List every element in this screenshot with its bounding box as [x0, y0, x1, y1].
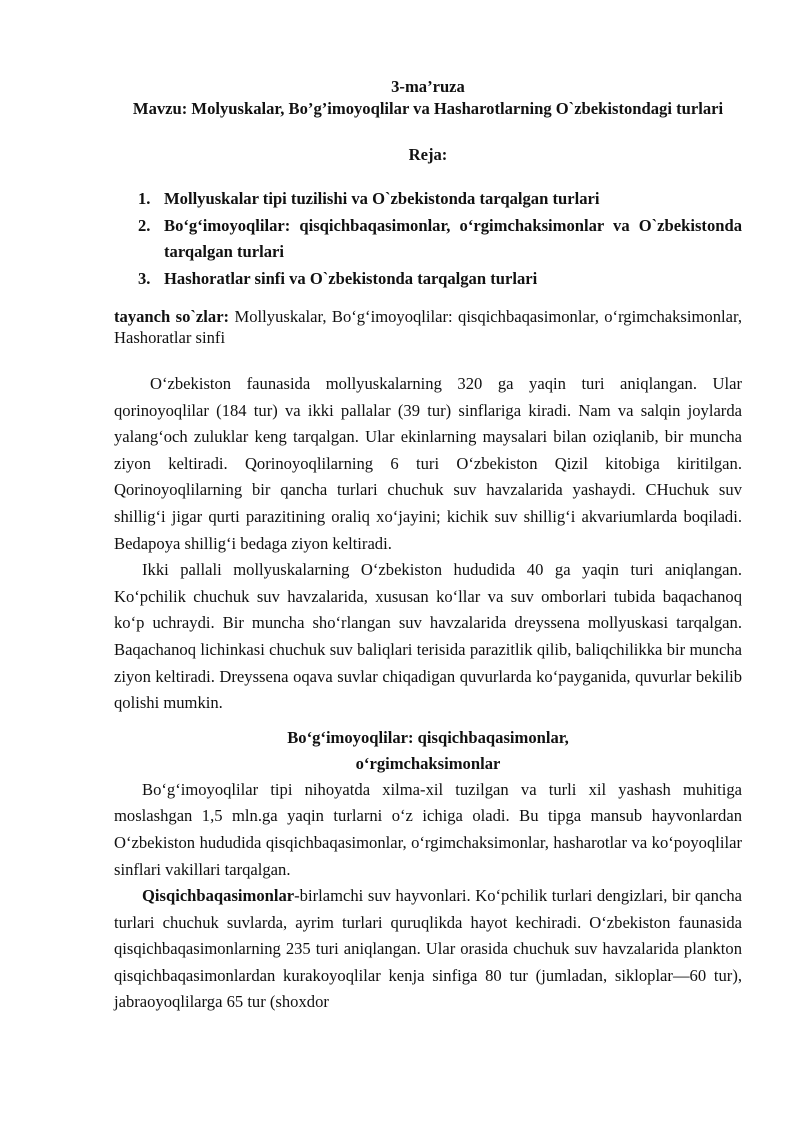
- paragraph-crustaceans: [114, 883, 742, 1016]
- plan-list: [114, 186, 742, 292]
- paragraph-arthropods: Bo‘g‘imoyoqlilar tipi nihoyatda xilma-xil tuzilgan va turli xil yashash muhitiga moslashgan 1,5 mln.ga yaqin turlarni o‘z ichiga oladi. Bu tipga mansub hayvonlardan O‘zbekiston hududida qisqichbaqasimonlar, o‘rgimchaksimonlar, hasharotlar va ko‘poyoqlilar sinflari vakillari tarqalgan.: [114, 779, 742, 879]
- plan-heading: Reja:: [408, 145, 448, 164]
- plan-item-text: Mollyuskalar tipi tuzilishi va O`zbekistonda tarqalgan turlari: [164, 189, 600, 208]
- plan-item-text: Bo‘g‘imoyoqlilar: qisqichbaqasimonlar, o‘rgimchaksimonlar va O`zbekistonda tarqalgan turlari: [164, 215, 742, 261]
- crustaceans-term: Qisqichbaqasimonlar: [142, 886, 295, 906]
- paragraph-bivalves: Ikki pallali mollyuskalarning O‘zbekiston hududida 40 ga yaqin turi aniqlangan. Ko‘pchilik chuchuk suv havzalarida, xususan ko‘llar va suv omborlari tubida baqachanoq ko‘p uchraydi. Bir muncha sho‘rlangan suv havzalarida dreyssena mollyuskasi tarqalgan. Baqachanoq lichinkasi chuchuk suv baliqlari terisida parazitlik qilib, baliqchilikka bir muncha ziyon keltiradi. Dreyssena oqava suvlar chiqadigan quvurlarda ko‘payganida, quvurlar bekilib qolishi mumkin.: [114, 560, 742, 713]
- paragraph-molluscs: O‘zbekiston faunasida mollyuskalarning 320 ga yaqin turi aniqlangan. Ular qorinoyoqlilar (184 tur) va ikki pallalar (39 tur) sinflariga kiradi. Nam va salqin joylarda yalang‘och zuluklar keng tarqalgan. Ular ekinlarning maysalari bilan oziqlanib, bir muncha ziyon keltiradi. Qorinoyoqlilarning 6 turi O‘zbekiston Qizil kitobiga kiritilgan. Qorinoyoqlilarning bir qancha turlari chuchuk suv havzalarida yashaydi. CHuchuk suv shillig‘i jigar qurti parazitining oraliq xo‘jayini; kichik suv shillig‘i akvariumlarda boqiladi. Bedapoya shillig‘i bedaga ziyon keltiradi.: [114, 374, 742, 553]
- section-heading-line1: Bo‘g‘imoyoqlilar: qisqichbaqasimonlar,: [287, 727, 569, 747]
- plan-item: [114, 186, 742, 213]
- plan-item-number: 3.: [138, 268, 151, 288]
- keywords-line: [114, 306, 742, 348]
- lecture-number: 3-ma’ruza: [391, 77, 465, 96]
- crustaceans-text: -birlamchi suv hayvonlari. Ko‘pchilik turlari dengizlari, bir qancha turlari chuchuk suvlarda, ayrim turlari quruqlikda hayot kechiradi. O‘zbekiston faunasida qisqichbaqasimonlarning 235 turi aniqlangan. Ular orasida chuchuk suv havzalarida plankton qisqichbaqasimonlardan kurakoyoqlilar kenja sinfiga 80 tur (jumladan, sikloplar—60 tur), jabraoyoqlilarga 65 tur (shoxdor: [114, 886, 742, 1012]
- plan-item: [114, 266, 742, 293]
- document-page: [114, 76, 742, 1016]
- section-heading: [114, 725, 742, 777]
- plan-item-number: 2.: [138, 215, 151, 235]
- keywords-text: Mollyuskalar, Bo‘g‘imoyoqlilar: qisqichbaqasimonlar, o‘rgimchaksimonlar, Hashoratlar sinfi: [114, 307, 742, 347]
- plan-item-text: Hashoratlar sinfi va O`zbekistonda tarqalgan turlari: [164, 268, 538, 288]
- plan-item: [114, 213, 742, 266]
- plan-item-number: 1.: [138, 189, 151, 208]
- lecture-topic: Mavzu: Molyuskalar, Bo’g’imoyoqlilar va Hasharotlarning O`zbekistondagi turlari: [132, 99, 724, 118]
- section-heading-line2: o‘rgimchaksimonlar: [355, 753, 501, 773]
- keywords-label: tayanch so`zlar:: [114, 307, 230, 326]
